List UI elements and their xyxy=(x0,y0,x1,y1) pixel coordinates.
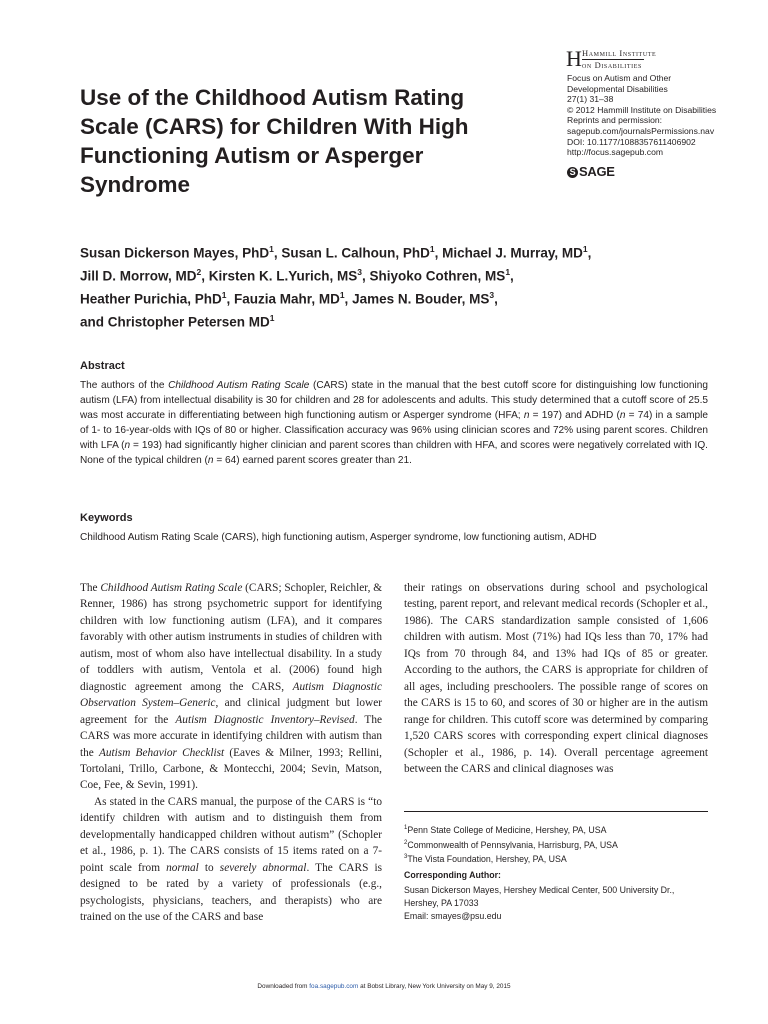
body-column-right xyxy=(404,580,708,777)
abstract-italic-run: n xyxy=(619,410,626,422)
abstract-run: = 193) had significantly higher clinician and parent scores than children with HFA, and scores were negatively correlated with IQ. None of the typical children ( xyxy=(80,440,708,467)
logo-line-2: on Disabilities xyxy=(582,60,642,70)
author-name: Heather Purichia, PhD xyxy=(80,291,222,307)
abstract-run: = 74) in a sample of 1- to 16-year-olds with IQs of 80 or higher. Classification accuracy was 96% using clinician scores and 72% using parent scores. Children with LFA ( xyxy=(80,410,708,452)
body-column-left xyxy=(80,580,382,926)
italic-run: severely abnormal xyxy=(219,861,307,874)
abstract-text xyxy=(80,378,708,469)
author-line: Susan Dickerson Mayes, PhD$^1$, Susan L. Calhoun, PhD$^1$, Michael J. Murray, $MD^1$, xyxy=(80,244,592,261)
affiliation-mark: 1 xyxy=(221,290,227,300)
text-run: (CARS; Schopler, Reichler, & Renner, 1986) has strong psychometric support for identifying children with low functioning autism (LFA), and it compares favorably with other autism instruments in studies of children with autism, most of whom also have intellectual disability. In a study of toddlers with autism, Ventola et al. (2006) found high diagnostic agreement among the CARS, xyxy=(80,582,383,693)
affiliations xyxy=(404,822,714,866)
affiliation-item xyxy=(404,837,714,852)
abstract-italic-run: n xyxy=(207,455,214,467)
journal-info-line: http://focus.sagepub.com xyxy=(567,147,664,158)
keywords-heading: Keywords xyxy=(80,512,133,524)
affiliation-mark: 1 xyxy=(269,313,275,323)
abstract-italic-run: n xyxy=(124,440,131,452)
author-name: Fauzia Mahr, MD xyxy=(234,291,340,307)
download-note-text: Downloaded from xyxy=(257,983,310,990)
italic-run: Childhood Autism Rating Scale xyxy=(100,582,243,594)
abstract-run: = 64) earned parent scores greater than 21. xyxy=(213,455,412,467)
abstract-run: The authors of the xyxy=(80,380,169,391)
text-run: . The CARS was more accurate in identifying children with autism than the xyxy=(80,713,382,759)
affiliation-text: The Vista Foundation, Hershey, PA, USA xyxy=(407,853,567,864)
affiliation-mark: 1 xyxy=(429,244,435,254)
author-name: Michael J. Murray, MD xyxy=(442,245,583,261)
journal-info-line: Developmental Disabilities xyxy=(567,83,668,94)
affiliation-mark: 1 xyxy=(339,290,345,300)
author-name: Susan L. Calhoun, PhD xyxy=(281,245,430,261)
affiliation-mark: 3 xyxy=(489,290,495,300)
body-paragraph xyxy=(80,580,382,794)
affiliation-text: Commonwealth of Pennsylvania, Harrisburg, PA, USA xyxy=(407,839,618,850)
affiliation-mark: 1 xyxy=(269,244,274,254)
title-line: Functioning Autism or Asperger xyxy=(80,143,424,168)
author-name: Jill D. Morrow, MD xyxy=(80,268,197,284)
title-line: Syndrome xyxy=(80,172,191,197)
footnote-divider xyxy=(404,811,708,812)
author-line: Heather Purichia, PhD$^1$, Fauzia Mahr, $MD^1$, James N. Bouder, $MS^3$, xyxy=(80,290,498,307)
journal-info-line: DOI: 10.1177/1088357611406902 xyxy=(567,136,696,147)
affiliation-item xyxy=(404,822,714,837)
affiliation-mark: 1 xyxy=(582,244,588,254)
download-note-text: at Bobst Library, New York University on May 9, 2015 xyxy=(358,983,511,990)
affiliation-mark: 2 xyxy=(196,267,202,277)
author-name: Kirsten K. L.Yurich, MS xyxy=(208,268,358,284)
body-paragraph xyxy=(80,794,382,926)
text-run: As stated in the CARS manual, the purpose of the CARS is “to identify children with autism and to distinguish them from developmentally handicapped children without autism” (Schopler et al., 1986, p. 1). The CARS consists of 15 items rated on a 7-point scale from xyxy=(80,795,382,874)
journal-info-line: 27(1) 31–38 xyxy=(567,94,614,105)
abstract-run: = 197) and ADHD ( xyxy=(529,410,620,422)
author-name: Shiyoko Cothren, MS xyxy=(369,268,506,284)
title-line: Scale (CARS) for Children With High xyxy=(80,114,469,139)
article-title xyxy=(80,83,510,199)
title-line: Use of the Childhood Autism Rating xyxy=(80,85,465,110)
corr-line: Susan Dickerson Mayes, Hershey Medical Center, 500 University Dr., xyxy=(404,885,675,895)
italic-run: Autism Behavior Checklist xyxy=(98,746,225,759)
text-run: The xyxy=(80,582,101,594)
affiliation-text: Penn State College of Medicine, Hershey, PA, USA xyxy=(407,824,607,835)
corr-line: Hershey, PA 17033 xyxy=(404,898,479,909)
journal-info-line: Focus on Autism and Other xyxy=(567,73,672,83)
sage-logo-text: SAGE xyxy=(579,164,615,179)
corresponding-author-details xyxy=(404,884,714,924)
publisher-logo xyxy=(566,48,716,72)
hammill-logo-mark: H xyxy=(566,46,582,71)
affiliation-number: 2 xyxy=(404,839,408,846)
affiliation-item xyxy=(404,851,714,866)
corr-email[interactable]: Email: smayes@psu.edu xyxy=(404,911,502,922)
italic-run: normal xyxy=(166,861,199,874)
text-run: (Eaves & Milner, 1993; Rellini, Tortolani, Trillo, Carbone, & Montecchi, 2004; Sevin, Matson, Coe, Fee, & Sevin, 1991). xyxy=(80,746,382,792)
download-note xyxy=(0,983,768,990)
journal-info-line: sagepub.com/journalsPermissions.nav xyxy=(567,125,715,136)
author-name: and Christopher Petersen MD xyxy=(80,314,270,330)
sage-logo xyxy=(567,164,615,179)
author-list xyxy=(80,240,700,332)
author-name: Susan Dickerson Mayes, PhD xyxy=(80,245,270,261)
journal-info-line: Reprints and permission: xyxy=(567,115,663,126)
affiliation-number: 3 xyxy=(404,854,408,861)
sage-circle-icon: S xyxy=(567,167,578,178)
author-name: James N. Bouder, MS xyxy=(352,291,490,307)
journal-info xyxy=(567,73,747,158)
italic-run: Autism Diagnostic Inventory–Revised xyxy=(175,713,355,726)
text-run: to xyxy=(198,861,220,874)
affiliation-mark: 3 xyxy=(357,267,363,277)
text-run: . The CARS is designed to be rated by a variety of professionals (e.g., psychologists, physicians, teachers, and therapists) who are trained on the use of the CARS and base xyxy=(80,861,383,924)
author-line xyxy=(80,309,700,332)
italic-run: Autism Diagnostic Observation System–Generic xyxy=(80,680,382,710)
journal-info-line: © 2012 Hammill Institute on Disabilities xyxy=(567,104,717,115)
author-line: Jill D. Morrow, $MD^2$, Kirsten K. L.Yurich, $MS^3$, Shiyoko Cothren, $MS^1$, xyxy=(80,267,514,284)
affiliation-mark: 1 xyxy=(505,267,511,277)
abstract-heading: Abstract xyxy=(80,360,125,372)
abstract-run: (CARS) state in the manual that the best cutoff score for distinguishing low functioning autism (LFA) from intellectual disability is 30 for children and 28 for adolescents and adults. This study determined that a cutoff score of 25.5 was most accurate in differentiating between high functioning autism or Asperger syndrome (HFA; xyxy=(80,380,708,422)
abstract-italic-run: Childhood Autism Rating Scale xyxy=(168,380,310,391)
abstract-italic-run: n xyxy=(523,410,530,422)
logo-line-1: Hammill Institute xyxy=(582,48,657,58)
source-link[interactable]: foa.sagepub.com xyxy=(309,983,359,990)
corresponding-author-heading: Corresponding Author: xyxy=(404,870,501,880)
body-paragraph: their ratings on observations during school and psychological testing, parent report, and relevant medical records (Schopler et al., 1986). The CARS standardization sample consisted of 1,606 children with autism. Most (71%) had IQs less than 70, 17% had IQs from 70 through 84, and 13% had IQs of 85 or greater. According to the authors, the CARS is appropriate for children of all ages, including preschoolers. The possible range of scores on the CARS is 15 to 60, and scores of 30 or higher are in the autism range for children. This cutoff score was determined by comparing 1,520 CARS scores with corresponding expert clinical diagnoses (Schopler et al., 1986, p. 14). Overall percentage agreement between the CARS and clinical diagnoses was xyxy=(404,582,708,775)
affiliation-number: 1 xyxy=(404,825,408,831)
keywords-text: Childhood Autism Rating Scale (CARS), high functioning autism, Asperger syndrome, low functioning autism, ADHD xyxy=(80,532,597,543)
text-run: , and clinical judgment but lower agreement for the xyxy=(80,697,382,726)
